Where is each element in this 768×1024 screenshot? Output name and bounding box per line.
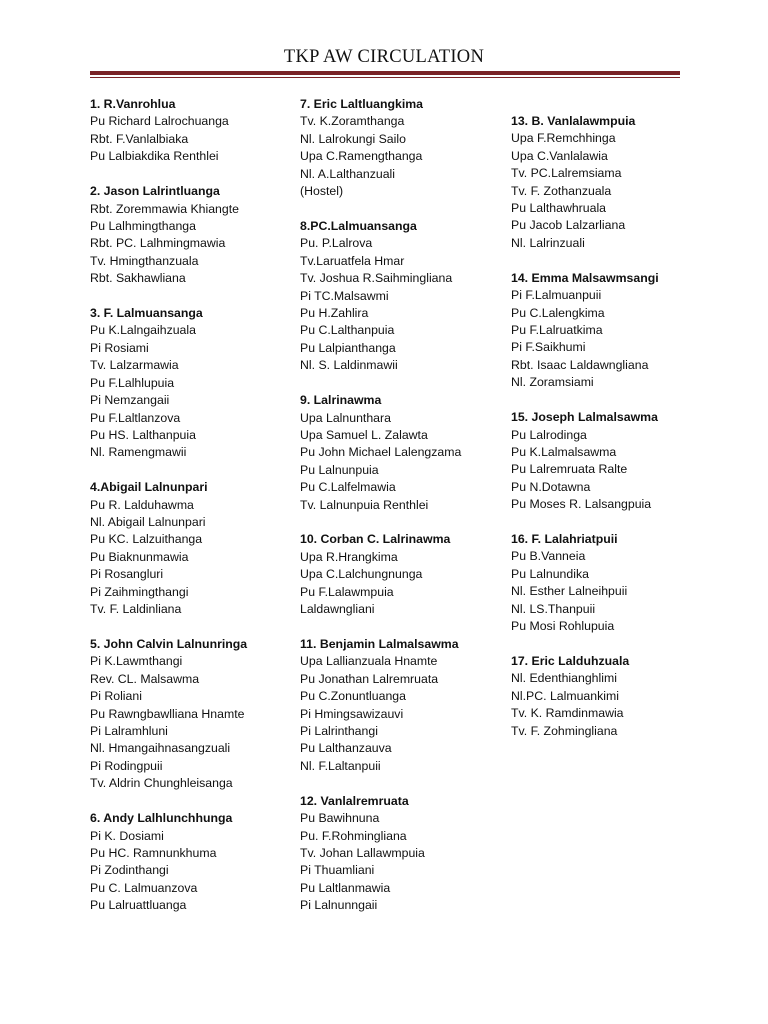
group-member: Pu Lalnundika (511, 566, 589, 581)
group-member: Pu. P.Lalrova (300, 236, 373, 251)
group-member: Pi F.Saikhumi (511, 340, 586, 355)
group-leader: 7. Eric Laltluangkima (300, 97, 424, 111)
group-member: Tv. K.Zoramthanga (300, 114, 405, 129)
group-member: Upa C.Lalchungnunga (300, 567, 423, 582)
group-member: Pu. F.Rohmingliana (300, 828, 407, 843)
circulation-group (511, 270, 726, 392)
group-member: Pu Jonathan Lalremruata (300, 671, 439, 686)
group-member: Pu Richard Lalrochuanga (90, 114, 229, 129)
group-member: Nl. LS.Thanpuii (511, 601, 596, 616)
group-member: Pu F.Lalawmpuia (300, 584, 394, 599)
group-member: Tv. Lalnunpuia Renthlei (300, 497, 429, 512)
group-member: Tv.Laruatfela Hmar (300, 253, 405, 268)
group-member: Pi Hmingsawizauvi (300, 706, 404, 721)
group-member: Nl. Lalrinzuali (511, 235, 585, 250)
circulation-group (511, 409, 726, 513)
group-member: Rev. CL. Malsawma (90, 671, 200, 686)
circulation-group (300, 96, 515, 200)
group-leader: 16. F. Lalahriatpuii (511, 532, 618, 547)
group-member: Upa R.Hrangkima (300, 549, 398, 564)
group-member: Pu B.Vanneia (511, 549, 586, 564)
group-member: Pi Lalrinthangi (300, 724, 378, 738)
group-member: Pu C.Lalfelmawia (300, 480, 396, 495)
group-member: Nl. Lalrokungi Sailo (300, 131, 406, 146)
group-member: Rbt. Sakhawliana (90, 271, 186, 286)
group-member: Pu F.Laltlanzova (90, 410, 181, 425)
column-3 (511, 113, 726, 758)
group-leader: 14. Emma Malsawmsangi (511, 270, 659, 285)
group-member: Rbt. F.Vanlalbiaka (90, 131, 189, 146)
circulation-group (90, 305, 305, 462)
group-member: Pu H.Zahlira (300, 305, 369, 320)
group-member: Nl. Hmangaihnasangzuali (90, 741, 231, 756)
group-member: Pu Laltlanmawia (300, 880, 391, 895)
group-member: Pu Lalnunpuia (300, 462, 379, 477)
group-member: Rbt. Zoremmawia Khiangte (90, 201, 239, 216)
group-member: Pu Lalbiakdika Renthlei (90, 149, 219, 164)
group-member: Upa Lallianzuala Hnamte (300, 654, 438, 669)
group-member: Pu KC. Lalzuithanga (90, 532, 203, 547)
circulation-group (511, 653, 726, 740)
group-member: Tv. F. Zothanzuala (511, 183, 612, 198)
circulation-group (90, 183, 305, 287)
group-member: (Hostel) (300, 184, 344, 199)
group-member: Pi Rosangluri (90, 567, 164, 582)
group-member: Nl. F.Laltanpuii (300, 758, 381, 773)
group-member: Nl.PC. Lalmuankimi (511, 688, 619, 703)
group-member: Pi Thuamliani (300, 863, 375, 878)
group-leader: 12. Vanlalremruata (300, 793, 409, 808)
group-member: Nl. Esther Lalneihpuii (511, 584, 628, 599)
group-member: Nl. Abigail Lalnunpari (90, 515, 206, 530)
group-member: Pi F.Lalmuanpuii (511, 288, 602, 303)
group-member: Pu Rawngbawlliana Hnamte (90, 706, 245, 721)
group-member: Pi Rodingpuii (90, 758, 163, 773)
group-leader: 4.Abigail Lalnunpari (90, 480, 208, 495)
circulation-group (300, 636, 515, 775)
group-leader: 13. B. Vanlalawmpuia (511, 114, 636, 128)
group-member: Nl. Edenthianghlimi (511, 671, 617, 686)
group-member: Pi Rosiami (90, 340, 149, 355)
group-member: Tv. Johan Lallawmpuia (300, 845, 425, 860)
group-member: Nl. Zoramsiami (511, 375, 594, 390)
group-member: Pu R. Lalduhawma (90, 497, 194, 512)
group-member: Tv. F. Zohmingliana (511, 723, 618, 738)
group-leader: 11. Benjamin Lalmalsawma (300, 636, 459, 651)
group-member: Pi TC.Malsawmi (300, 288, 389, 303)
group-member: Nl. A.Lalthanzuali (300, 166, 396, 181)
group-member: Pi K. Dosiami (90, 828, 164, 843)
group-member: Pu Lalremruata Ralte (511, 462, 628, 477)
group-member: Upa C.Ramengthanga (300, 149, 423, 164)
group-member: Tv. F. Laldinliana (90, 602, 182, 617)
group-member: Pu Jacob Lalzarliana (511, 218, 626, 233)
group-member: Pu F.Lalhlupuia (90, 375, 175, 390)
group-member: Pu C. Lalmuanzova (90, 880, 198, 895)
group-member: Tv. Hmingthanzuala (90, 253, 199, 268)
circulation-group (300, 793, 515, 915)
group-member: Pi Lalnunngaii (300, 898, 378, 913)
group-member: Rbt. Isaac Laldawngliana (511, 357, 649, 372)
group-member: Pu Lalhmingthanga (90, 218, 196, 233)
group-member: Pu Lalpianthanga (300, 340, 396, 355)
group-member: Nl. S. Laldinmawii (300, 358, 398, 373)
group-leader: 8.PC.Lalmuansanga (300, 218, 417, 233)
group-member: Pu K.Lalngaihzuala (90, 323, 196, 338)
group-member: Upa Lalnunthara (300, 410, 391, 425)
group-member: Pi K.Lawmthangi (90, 654, 183, 669)
group-member: Pu Moses R. Lalsangpuia (511, 497, 652, 512)
group-member: Rbt. PC. Lalhmingmawia (90, 236, 226, 251)
group-member: Pu C.Zonuntluanga (300, 689, 406, 704)
group-member: Pu Bawihnuna (300, 811, 380, 826)
circulation-group (90, 636, 305, 793)
group-member: Pu John Michael Lalengzama (300, 445, 462, 460)
group-leader: 10. Corban C. Lalrinawma (300, 532, 451, 547)
group-member: Upa F.Remchhinga (511, 131, 616, 146)
group-member: Pi Zodinthangi (90, 863, 169, 878)
group-member: Pu Lalthanzauva (300, 741, 392, 756)
group-member: Tv. Aldrin Chunghleisanga (90, 776, 233, 791)
circulation-group (300, 392, 515, 514)
group-member: Pu K.Lalmalsawma (511, 444, 617, 459)
title-underline-thick (90, 71, 680, 75)
group-leader: 9. Lalrinawma (300, 393, 382, 408)
circulation-group (90, 96, 305, 166)
circulation-group (300, 531, 515, 618)
group-member: Pu Lalrodinga (511, 427, 587, 442)
group-member: Pu HS. Lalthanpuia (90, 427, 196, 442)
group-leader: 3. F. Lalmuansanga (90, 306, 203, 321)
group-member: Pu N.Dotawna (511, 479, 591, 494)
circulation-group (90, 479, 305, 618)
circulation-group (300, 218, 515, 375)
group-leader: 1. R.Vanrohlua (90, 97, 176, 111)
group-leader: 6. Andy Lalhlunchhunga (90, 811, 233, 826)
group-member: Tv. Lalzarmawia (90, 358, 179, 373)
group-leader: 2. Jason Lalrintluanga (90, 184, 220, 199)
group-member: Pi Nemzangaii (90, 393, 170, 408)
group-leader: 5. John Calvin Lalnunringa (90, 636, 248, 651)
group-member: Pu Biaknunmawia (90, 549, 189, 564)
group-member: Tv. PC.Lalremsiama (511, 166, 622, 181)
group-member: Upa Samuel L. Zalawta (300, 427, 428, 442)
title-underline-thin (90, 77, 680, 78)
group-member: Laldawngliani (300, 602, 375, 617)
circulation-group (90, 810, 305, 914)
group-member: Tv. Joshua R.Saihmingliana (300, 271, 453, 286)
group-member: Upa C.Vanlalawia (511, 148, 608, 163)
group-member: Tv. K. Ramdinmawia (511, 706, 624, 721)
page-title: TKP AW CIRCULATION (283, 47, 485, 67)
group-member: Pu F.Lalruatkima (511, 322, 603, 337)
group-member: Pi Roliani (90, 689, 142, 704)
group-member: Pi Zaihmingthangi (90, 584, 189, 599)
group-member: Pu HC. Ramnunkhuma (90, 845, 217, 860)
group-member: Pu C.Lalengkima (511, 305, 605, 320)
group-leader: 15. Joseph Lalmalsawma (511, 410, 658, 425)
group-member: Pu C.Lalthanpuia (300, 323, 395, 338)
group-member: Pu Lalruattluanga (90, 898, 187, 913)
group-member: Pi Lalramhluni (90, 724, 168, 738)
circulation-group (511, 113, 726, 252)
group-member: Nl. Ramengmawii (90, 445, 187, 460)
column-1 (90, 96, 305, 932)
group-member: Pu Lalthawhruala (511, 201, 607, 216)
group-member: Pu Mosi Rohlupuia (511, 619, 615, 634)
circulation-group (511, 531, 726, 635)
group-leader: 17. Eric Lalduhzuala (511, 653, 630, 668)
column-2 (300, 96, 515, 932)
